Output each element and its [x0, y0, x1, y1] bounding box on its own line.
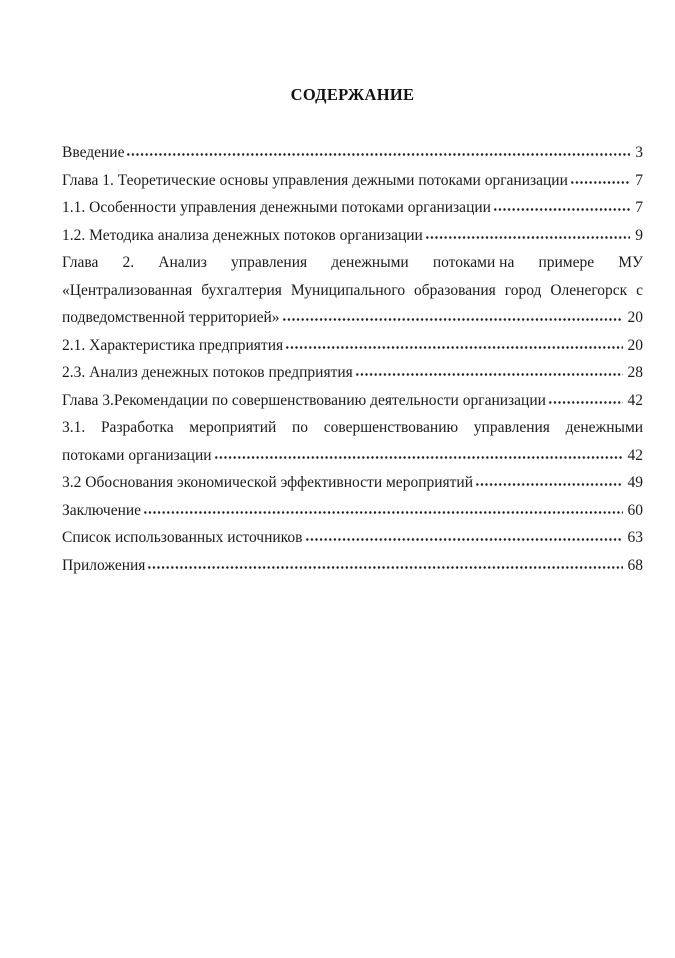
- dot-leader: [425, 234, 630, 240]
- toc-entry-text: потоками организации: [62, 446, 212, 464]
- dot-leader: [475, 481, 622, 487]
- toc-entry: [62, 194, 643, 222]
- toc-page-number: 3: [635, 144, 643, 161]
- table-of-contents: [62, 139, 643, 579]
- toc-entry-text: Приложения: [62, 556, 146, 574]
- toc-page-number: 68: [627, 556, 643, 574]
- toc-page-number: 42: [627, 446, 643, 464]
- toc-entry: [62, 167, 643, 195]
- page-title: СОДЕРЖАНИЕ: [290, 85, 415, 104]
- dot-leader: [570, 179, 630, 185]
- toc-entry-text: 2.1. Характеристика предприятия: [62, 336, 284, 354]
- toc-entry: [62, 332, 643, 360]
- toc-entry: [62, 387, 643, 415]
- toc-entry: [62, 552, 643, 580]
- dot-leader: [143, 509, 622, 515]
- toc-entry-text: Глава 3.Рекомендации по совершенствованию деятельности организации: [62, 391, 546, 409]
- toc-page-number: 9: [635, 226, 643, 244]
- dot-leader: [126, 151, 630, 157]
- dot-leader: [355, 371, 623, 377]
- toc-entry-text: потоками на: [432, 254, 515, 271]
- toc-entry-text: Введение: [62, 144, 125, 161]
- dot-leader: [285, 344, 622, 350]
- toc-entry-text: «Централизованная бухгалтерия Муниципального образования город Оленегорск с: [62, 281, 644, 299]
- toc-page-number: 42: [627, 391, 643, 409]
- toc-entry: [62, 249, 643, 277]
- toc-page-number: 63: [627, 529, 643, 546]
- toc-entry-text: 3.2 Обоснования экономической эффективности мероприятий: [62, 474, 474, 491]
- toc-page-number: 49: [627, 474, 643, 491]
- dot-leader: [214, 454, 623, 460]
- dot-leader: [282, 316, 623, 322]
- toc-page-number: 20: [627, 336, 643, 354]
- toc-entry: [62, 304, 643, 332]
- toc-page-number: 7: [635, 171, 643, 189]
- toc-entry: [62, 524, 643, 552]
- toc-entry: [62, 359, 643, 387]
- toc-page-number: 7: [635, 199, 643, 216]
- dot-leader: [548, 399, 623, 405]
- toc-entry: [62, 442, 643, 470]
- toc-page-number: 60: [627, 501, 643, 519]
- toc-entry: [62, 277, 643, 305]
- toc-entry: [62, 139, 643, 167]
- toc-page-number: 20: [627, 309, 643, 326]
- toc-entry-text: 2.3. Анализ денежных потоков предприятия: [62, 364, 353, 381]
- toc-entry-text: Заключение: [62, 501, 142, 519]
- toc-entry-text: Глава 2. Анализ управления денежными потоками на примере МУ: [62, 254, 643, 271]
- toc-entry: [62, 414, 643, 442]
- toc-page-number: 28: [627, 364, 643, 381]
- toc-entry-text: подведомственной территорией»: [62, 309, 280, 326]
- dot-leader: [147, 564, 622, 570]
- toc-entry-text: Глава 1. Теоретические основы управления дежными потоками организации: [62, 171, 568, 189]
- toc-entry-text: 3.1. Разработка мероприятий по совершенствованию управления денежными: [62, 419, 644, 436]
- toc-entry: [62, 497, 643, 525]
- dot-leader: [305, 536, 623, 542]
- toc-entry: [62, 222, 643, 250]
- dot-leader: [493, 206, 630, 212]
- toc-entry-text: 1.2. Методика анализа денежных потоков организации: [62, 226, 423, 244]
- toc-entry-text: 1.1. Особенности управления денежными потоками организации: [62, 199, 491, 216]
- toc-entry-text: Список использованных источников: [62, 529, 303, 546]
- toc-entry: [62, 469, 643, 497]
